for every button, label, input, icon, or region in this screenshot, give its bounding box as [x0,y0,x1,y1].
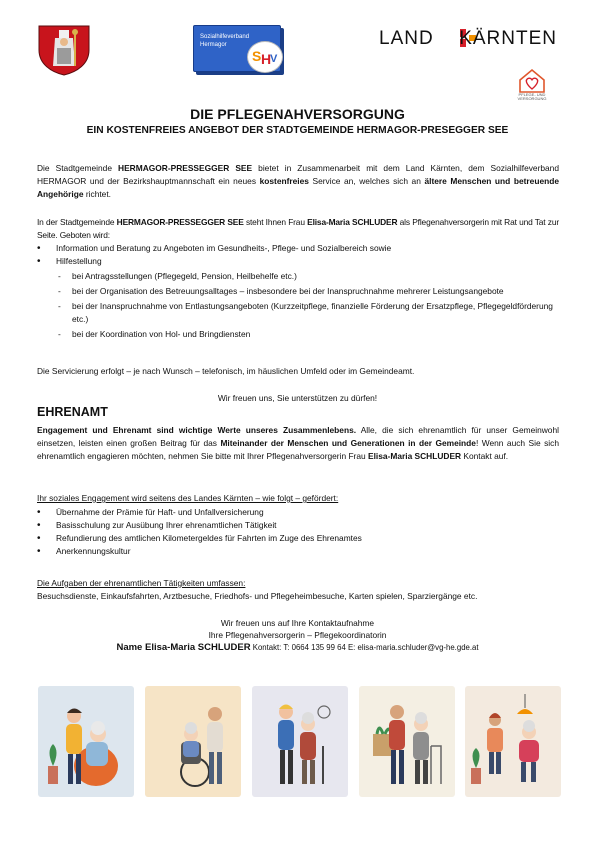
page-subtitle: EIN KOSTENFREIES ANGEBOT DER STADTGEMEINDE HERMAGOR-PRESEGGER SEE [86,125,509,136]
closing-line-1: Wir freuen uns auf Ihre Kontaktaufnahme [220,618,375,628]
list-item: - bei der Koordination von Hol- und Bringdiensten [56,328,557,341]
tasks-text: Besuchsdienste, Einkaufsfahrten, Arztbesuche, Friedhofs- und Pflegeheimbesuche, Karten spielen, Sparziergänge etc. [37,591,478,601]
offer-list [37,242,557,341]
list-item: • Basisschulung zur Ausübung Ihrer ehrenamtlichen Tätigkeit [37,519,557,532]
list-item: - bei der Organisation des Betreuungsalltages – insbesondere bei der Inanspruchnahme mehrerer Leistungsangebote [56,285,557,298]
illustration-shopping [359,686,455,797]
offer-paragraph: In der Stadtgemeinde HERMAGOR-PRESSEGGER SEE steht Ihnen Frau Elisa-Maria SCHLUDER als Pflegenahversorgerin mit Rat und Tat zur Seite. Geboten wird: [37,217,559,240]
shv-letter-v: V [270,53,278,65]
list-item: • Refundierung des amtlichen Kilometergeldes für Fahrten im Zuge des Ehrenamtes [37,532,557,545]
ehrenamt-heading: EHRENAMT [37,405,108,419]
list-item: - bei Antragsstellungen (Pflegegeld, Pension, Heilbehelfe etc.) [56,270,557,283]
sozialhilfeverband-logo [193,25,292,77]
ehrenamt-paragraph: Engagement und Ehrenamt sind wichtige Werte unseres Zusammenlebens. Alle, die sich ehrenamtlich für unser Gemeinwohl einsetzen, leisten einen großen Beitrag für das Miteinander der Menschen und Generationen in der Gemeinde! Wenn auch Sie sich ehrenamtlich engagieren möchten, nehmen Sie bitte mit Ihrer Pflegenahversorgerin Frau Elisa-Maria SCHLUDER Kontakt auf. [37,425,560,461]
pflege-logo-text: PFLEGE- UND VERSORGUNG [517,92,547,101]
support-text: Wir freuen uns, Sie unterstützen zu dürfen! [217,393,378,403]
house-heart-icon [512,68,552,94]
tasks-heading: Die Aufgaben der ehrenamtlichen Tätigkeiten umfassen: [37,578,246,588]
land-logo-text-right: KÄRNTEN [459,28,557,49]
support-list [37,506,557,558]
land-logo-text-left: LAND [379,28,434,49]
service-text: Die Servicierung erfolgt – je nach Wunsch – telefonisch, im häuslichen Umfeld oder im Gemeindeamt. [37,366,415,376]
list-item: • Information und Beratung zu Angeboten im Gesundheits-, Pflege- und Sozialbereich sowie [37,242,557,255]
intro-paragraph: Die Stadtgemeinde HERMAGOR-PRESSEGGER SEE bietet in Zusammenarbeit mit dem Land Kärnten, dem Sozialhilfeverband HERMAGOR und der Bezirkshauptmannschaft ein neues kostenfreies Service an, welches sich an ältere Menschen und betreuende Angehörige richtet. [37,163,560,199]
list-item: • Übernahme der Prämie für Haft- und Unfallversicherung [37,506,557,519]
shv-logo-text: Sozialhilfeverband Hermagor [200,34,250,48]
land-kaernten-logo [379,28,557,50]
shv-letter-h: H [261,51,272,67]
pflege-versorgung-logo [512,68,552,106]
page-title: DIE PFLEGENAHVERSORGUNG [190,106,405,122]
contact-name: Name Elisa-Maria SCHLUDER [116,642,251,653]
illustration-home-visit [465,686,561,797]
contact-details: Kontakt: T: 0664 135 99 64 E: elisa-maria.schluder@vg-he.gde.at [250,643,479,652]
illustration-wheelchair [145,686,241,797]
list-item: - bei der Inanspruchnahme von Entlastungsangeboten (Kurzzeitpflege, finanzielle Förderung der Ersatzpflege, Pflegegeldförderung etc.) [56,300,557,326]
illustration-walking-support [252,686,348,797]
list-item: • Hilfestellung [37,255,557,268]
contact-line [0,642,595,653]
shv-letter-s: S [252,48,262,64]
support-list-heading: Ihr soziales Engagement wird seitens des Landes Kärnten – wie folgt – gefördert: [37,493,339,503]
closing-line-2: Ihre Pflegenahversorgerin – Pflegekoordinatorin [208,630,387,640]
shv-badge [247,41,283,73]
illustration-care-chat [38,686,134,797]
list-item: • Anerkennungskultur [37,545,557,558]
coat-of-arms-logo [37,24,91,76]
